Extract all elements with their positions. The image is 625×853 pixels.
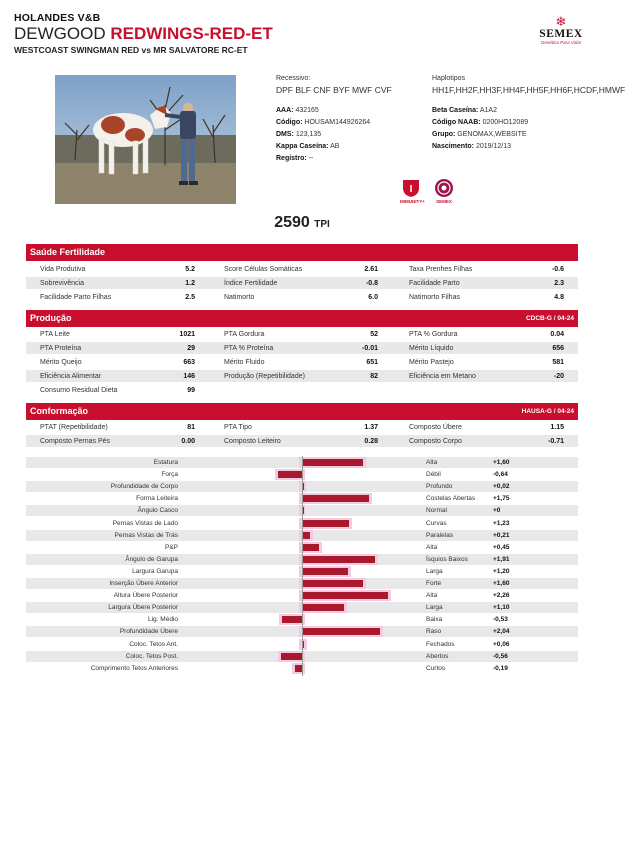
linear-bar xyxy=(302,495,369,502)
trait-label: Vida Produtiva xyxy=(40,266,86,273)
trait-value: 581 xyxy=(552,359,564,366)
linear-value: +1,20 xyxy=(493,567,510,575)
trait-value: 0.04 xyxy=(550,331,564,338)
info-registro: Registro: -- xyxy=(276,155,314,162)
linear-trait: Coloc. Tetos Ant. xyxy=(129,640,178,648)
linear-bar xyxy=(302,592,388,599)
trait-label: PTA Leite xyxy=(40,331,70,338)
trait-value: 0.28 xyxy=(364,438,378,445)
linear-desc: Débil xyxy=(426,471,441,479)
linear-trait: Ângulo Casco xyxy=(137,507,178,515)
linear-value: +0,21 xyxy=(493,531,510,539)
producao-source: CDCB-G / 04-24 xyxy=(525,315,574,322)
trait-value: 5.2 xyxy=(185,266,195,273)
trait-value: -0.6 xyxy=(551,266,564,273)
trait-label: Facilidade Parto Filhas xyxy=(40,294,112,301)
linear-trait: Inserção Úbere Anterior xyxy=(109,580,178,587)
trait-value: 0.00 xyxy=(181,438,195,445)
trait-value: 2.5 xyxy=(185,294,195,301)
trait-value: 656 xyxy=(552,345,564,352)
trait-label: PTA Proteína xyxy=(40,345,82,352)
conformacao-source: HAUSA-G / 04-24 xyxy=(521,408,574,415)
name-highlight: REDWINGS-RED-ET xyxy=(110,24,273,43)
linear-bar xyxy=(281,653,302,660)
immunity-badge: I IMMUNITY+ xyxy=(400,178,422,204)
section-saude: Saúde Fertilidade xyxy=(26,244,578,261)
linear-desc: Raso xyxy=(426,628,442,636)
linear-bar xyxy=(282,616,302,623)
linear-bar xyxy=(302,628,380,635)
trait-value: 651 xyxy=(366,359,378,366)
trait-label: Mérito Fluido xyxy=(224,359,265,366)
info-naab: Código NAAB: 0200HO12089 xyxy=(432,119,529,126)
linear-bar xyxy=(302,520,349,527)
trait-label: Facilidade Parto xyxy=(409,280,460,287)
header xyxy=(14,12,273,55)
trait-value: 4.8 xyxy=(554,294,564,301)
linear-trait: Comprimento Tetos Anteriores xyxy=(90,664,178,672)
recessivo-label: Recessivo: xyxy=(276,75,311,82)
linear-trait: Largura Garupa xyxy=(132,567,178,575)
trait-label: PTA Tipo xyxy=(224,424,252,431)
trait-label: PTA Gordura xyxy=(224,331,265,338)
linear-trait: Ângulo de Garupa xyxy=(125,555,178,563)
trait-label: Natimorto xyxy=(224,294,255,301)
linear-value: +1,10 xyxy=(493,604,510,612)
linear-value: +1,75 xyxy=(493,495,510,503)
trait-value: 52 xyxy=(370,331,378,338)
trait-label: Composto Leiteiro xyxy=(224,438,281,445)
linear-bar xyxy=(302,568,348,575)
svg-text:I: I xyxy=(409,184,413,195)
linear-bar xyxy=(302,459,363,466)
trait-value: 6.0 xyxy=(368,294,378,301)
trait-value: 81 xyxy=(187,424,195,431)
linear-desc: Curtos xyxy=(426,664,446,672)
linear-desc: Larga xyxy=(426,604,443,612)
linear-value: +1,91 xyxy=(493,555,510,563)
trait-value: 1.2 xyxy=(185,280,195,287)
trait-label: PTA % Gordura xyxy=(409,331,458,338)
trait-value: 1021 xyxy=(179,331,195,338)
linear-trait: Largura Úbere Posterior xyxy=(108,604,178,612)
trait-value: 663 xyxy=(183,359,195,366)
linear-bar xyxy=(302,556,375,563)
trait-label: Eficiência Alimentar xyxy=(40,373,102,380)
trait-label: Sobrevivência xyxy=(40,280,84,287)
semex-circle-icon xyxy=(433,178,455,198)
linear-desc: Larga xyxy=(426,567,443,575)
info-grupo: Grupo: GENOMAX,WEBSITE xyxy=(432,131,527,138)
linear-desc: Fechados xyxy=(426,640,455,648)
linear-desc: Normal xyxy=(426,507,447,515)
linear-trait: Profundidade Úbere xyxy=(119,628,178,636)
trait-value: 29 xyxy=(187,345,195,352)
trait-label: Mérito Queijo xyxy=(40,359,82,366)
trait-label: Índice Fertilidade xyxy=(224,280,278,287)
brand-name: SEMEX xyxy=(539,28,583,40)
brand-tagline: Genética Para Vida! xyxy=(540,40,582,45)
section-producao: Produção CDCB-G / 04-24 xyxy=(26,310,578,327)
row-shade xyxy=(26,277,578,289)
linear-trait: Forma Leiteira xyxy=(136,495,178,503)
linear-value: -0,56 xyxy=(493,652,508,660)
linear-desc: Baixa xyxy=(426,616,443,624)
info-codigo: Código: HOUSAM144926264 xyxy=(276,119,371,126)
trait-label: PTA % Proteína xyxy=(224,345,274,352)
tpi xyxy=(0,214,604,232)
linear-axis xyxy=(302,456,303,676)
linear-bar xyxy=(295,665,302,672)
cow-photo xyxy=(55,75,236,204)
trait-value: -0.8 xyxy=(365,280,378,287)
trait-label: Score Células Somáticas xyxy=(224,266,303,273)
trait-label: Eficiência em Metano xyxy=(409,373,476,380)
section-conformacao: Conformação HAUSA-G / 04-24 xyxy=(26,403,578,420)
linear-trait: Força xyxy=(161,471,178,479)
linear-value: -0,19 xyxy=(493,664,508,672)
linear-trait: Estatura xyxy=(153,459,178,466)
trait-value: 99 xyxy=(187,387,195,394)
linear-desc: Profundo xyxy=(426,483,453,491)
linear-desc: Forte xyxy=(426,580,442,587)
shield-icon xyxy=(400,178,422,198)
linear-desc: Alta xyxy=(426,543,438,551)
info-kappa: Kappa Caseína: AB xyxy=(276,143,340,150)
trait-label: Mérito Pastejo xyxy=(409,359,454,366)
row-shade xyxy=(26,342,578,354)
info-dms: DMS: 123,135 xyxy=(276,131,322,138)
info-beta: Beta Caseína: A1A2 xyxy=(432,107,497,114)
linear-trait: Coloc. Tetos Post. xyxy=(125,652,178,660)
trait-value: -20 xyxy=(553,373,564,380)
trait-value: -0.01 xyxy=(362,345,378,352)
trait-value: 2.61 xyxy=(364,266,378,273)
linear-value: +2,04 xyxy=(493,628,510,636)
linear-trait: Altura Úbere Posterior xyxy=(113,592,178,600)
semex-badge: SEMEX xyxy=(433,178,455,204)
linear-desc: Ísquios Baixos xyxy=(426,555,468,563)
haplotipos-value: HH1F,HH2F,HH3F,HH4F,HH5F,HH6F,HCDF,HMWF xyxy=(432,85,625,95)
info-nascimento: Nascimento: 2019/12/13 xyxy=(432,143,512,150)
linear-trait: Lig. Médio xyxy=(148,616,178,624)
linear-desc: Alta xyxy=(426,459,438,466)
linear-trait: P&P xyxy=(164,543,178,551)
trait-label: Composto Úbere xyxy=(409,424,462,431)
linear-value: +1,23 xyxy=(493,519,510,527)
linear-value: -0,64 xyxy=(493,471,508,479)
linear-bar xyxy=(302,544,319,551)
trait-value: 1.15 xyxy=(550,424,564,431)
trait-label: Composto Pernas Pés xyxy=(40,438,111,445)
trait-value: -0.71 xyxy=(548,438,564,445)
linear-desc: Abertos xyxy=(426,652,449,660)
linear-value: +0,06 xyxy=(493,640,510,648)
haplotipos-label: Haplotipos xyxy=(432,75,466,82)
linear-value: +0 xyxy=(493,507,501,515)
name-prefix: DEWGOOD xyxy=(14,24,111,43)
linear-desc: Paralelas xyxy=(426,531,454,539)
trait-value: 2.3 xyxy=(554,280,564,287)
trait-label: Taxa Prenhes Filhas xyxy=(409,266,473,273)
linear-trait: Pernas Vistas de Lado xyxy=(112,519,178,527)
linear-bar xyxy=(302,580,363,587)
linear-bar xyxy=(302,604,344,611)
linear-value: +1,60 xyxy=(493,580,510,587)
linear-desc: Alta xyxy=(426,592,438,600)
linear-desc: Costelas Abertas xyxy=(426,495,476,503)
linear-value: +1,60 xyxy=(493,459,510,466)
linear-trait: Profundidade de Corpo xyxy=(110,483,178,491)
linear-value: +2,26 xyxy=(493,592,510,600)
linear-bar xyxy=(278,471,302,478)
linear-bar xyxy=(302,532,310,539)
info-aaa: AAA: 432165 xyxy=(276,107,319,114)
breed: HOLANDES V&B xyxy=(14,12,101,24)
linear-value: -0,53 xyxy=(493,616,508,624)
trait-label: PTAT (Repetibilidade) xyxy=(40,424,108,431)
trait-label: Produção (Repetibilidade) xyxy=(224,373,305,380)
trait-value: 146 xyxy=(183,373,195,380)
semex-logo xyxy=(534,16,588,45)
linear-value: +0,02 xyxy=(493,483,510,491)
animal-name xyxy=(14,25,273,43)
linear-desc: Curvas xyxy=(426,519,447,527)
pedigree: WESTCOAST SWINGMAN RED vs MR SALVATORE RC-ET xyxy=(14,45,248,55)
trait-label: Consumo Residual Dieta xyxy=(40,387,118,394)
trait-value: 1.37 xyxy=(364,424,378,431)
trait-value: 82 xyxy=(370,373,378,380)
trait-label: Mérito Líquido xyxy=(409,345,454,352)
tpi-value: 2590 xyxy=(274,214,310,231)
maple-leaf-icon: ❄ xyxy=(555,14,567,29)
trait-label: Composto Corpo xyxy=(409,438,462,445)
tpi-unit: TPI xyxy=(314,219,330,230)
recessivo-value: DPF BLF CNF BYF MWF CVF xyxy=(276,85,392,95)
linear-value: +0,45 xyxy=(493,543,510,551)
trait-label: Natimorto Filhas xyxy=(409,294,460,301)
linear-trait: Pernas Vistas de Trás xyxy=(114,531,178,539)
